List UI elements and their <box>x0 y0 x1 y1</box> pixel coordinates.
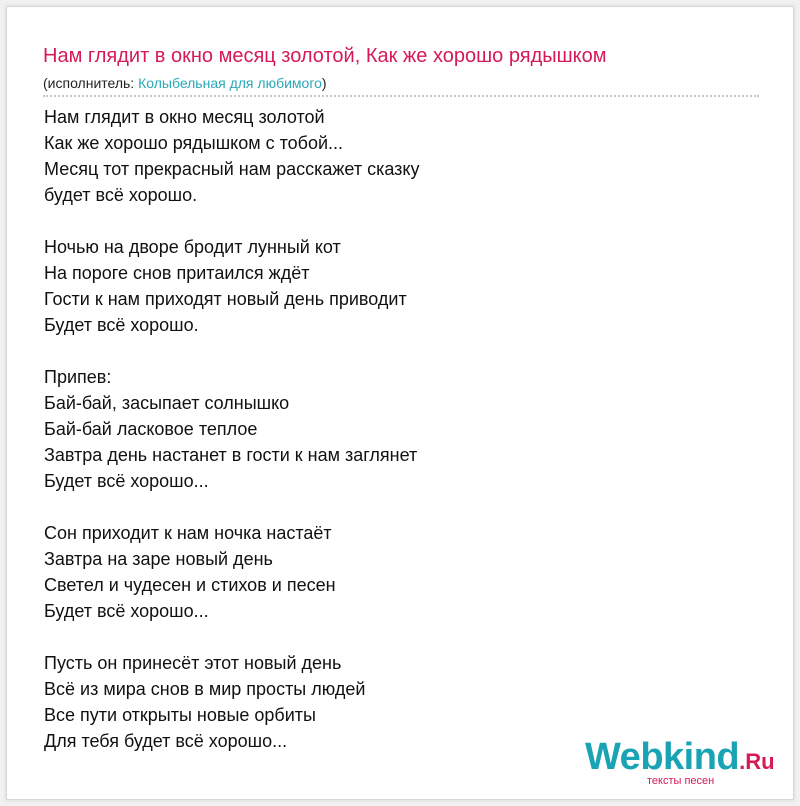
stanza-gap <box>44 494 744 520</box>
artist-line <box>43 74 327 92</box>
lyric-line: Как же хорошо рядышком с тобой... <box>44 133 344 153</box>
lyric-line: Месяц тот прекрасный нам расскажет сказку <box>44 159 420 179</box>
lyric-line: Припев: <box>44 367 112 387</box>
artist-suffix: ) <box>321 75 327 91</box>
logo-tagline: тексты песен <box>647 775 715 787</box>
lyric-line: Завтра день настанет в гости к нам заглянет <box>44 445 418 465</box>
lyric-line: Гости к нам приходят новый день приводит <box>44 289 407 309</box>
dotted-divider <box>43 95 759 97</box>
lyric-line: Пусть он принесёт этот новый день <box>44 653 342 673</box>
lyric-line: Светел и чудесен и стихов и песен <box>44 575 336 595</box>
lyric-line: Ночью на дворе бродит лунный кот <box>44 237 341 257</box>
lyric-line: На пороге снов притаился ждёт <box>44 263 310 283</box>
artist-prefix: (исполнитель: <box>43 75 139 91</box>
lyric-line: Для тебя будет всё хорошо... <box>44 731 288 751</box>
logo-tld: .Ru <box>739 749 775 774</box>
lyric-line: Завтра на заре новый день <box>44 549 273 569</box>
lyric-line: Бай-бай, засыпает солнышко <box>44 393 290 413</box>
lyric-line: Нам глядит в окно месяц золотой <box>44 107 325 127</box>
lyric-line: Все пути открыты новые орбиты <box>44 705 316 725</box>
stanza-gap <box>44 624 744 650</box>
lyric-line: Будет всё хорошо. <box>44 315 199 335</box>
lyric-line: Сон приходит к нам ночка настаёт <box>44 523 332 543</box>
lyric-line: будет всё хорошо. <box>44 185 198 205</box>
artist-link[interactable]: Колыбельная для любимого <box>138 75 322 91</box>
page-card <box>6 6 794 800</box>
lyric-line: Бай-бай ласковое теплое <box>44 419 258 439</box>
lyric-line: Будет всё хорошо... <box>44 471 209 491</box>
stanza-gap <box>44 338 744 364</box>
lyric-line: Всё из мира снов в мир просты людей <box>44 679 366 699</box>
webkind-logo[interactable] <box>585 735 785 791</box>
lyrics-text <box>44 104 744 754</box>
stanza-gap <box>44 208 744 234</box>
logo-main-text: Webkind <box>585 736 740 778</box>
lyric-line: Будет всё хорошо... <box>44 601 209 621</box>
page-title: Нам глядит в окно месяц золотой, Как же хорошо рядышком <box>43 45 607 67</box>
